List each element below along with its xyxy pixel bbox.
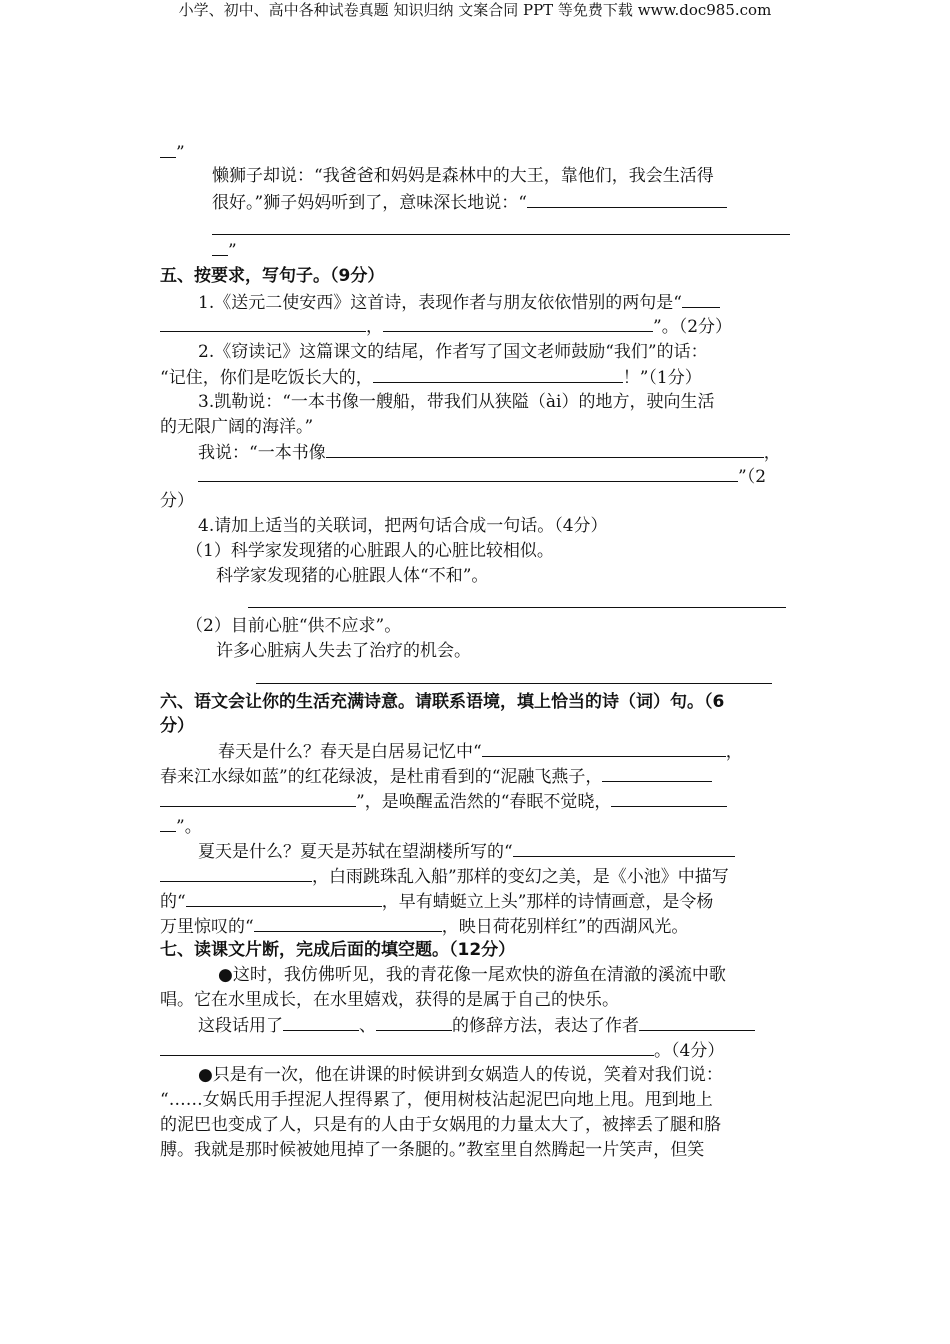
reading-text: “……女娲氏用手捏泥人捏得累了，便用树枝沾起泥巴向地上甩。甩到地上 (160, 1090, 713, 1110)
poem-line[interactable]: 万里惊叹的“ ，映日荷花别样红”的西湖风光。 (160, 914, 790, 939)
q4-text: 4.请加上适当的关联词，把两句话合成一句话。（4分） (198, 516, 608, 536)
q1-text: 1.《送元二使安西》这首诗，表现作者与朋友依依惜别的两句是“ (198, 290, 790, 315)
reading-text: 膊。我就是那时候被她甩掉了一条腿的。”教室里自然腾起一片笑声，但笑 (160, 1140, 705, 1160)
section-7-title: 七、读课文片断，完成后面的填空题。（12分） (160, 940, 516, 960)
q3-score: 分） (160, 491, 194, 511)
section-6-title: 六、语文会让你的生活充满诗意。请联系语境，填上恰当的诗（词）句。（6 (160, 692, 725, 712)
q2-answer[interactable]: “记住，你们是吃饭长大的， ！”（1分） (160, 365, 790, 390)
page-header: 小学、初中、高中各种试卷真题 知识归纳 文案合同 PPT 等免费下载 www.doc985.com (178, 1, 772, 19)
answer-line[interactable] (212, 233, 790, 235)
poem-line[interactable]: 的“ ，早有蜻蜓立上头”那样的诗情画意，是令杨 (160, 889, 790, 914)
text-line: 很好。”狮子妈妈听到了，意味深长地说：“ (212, 190, 790, 215)
q3-text-b: 的无限广阔的海洋。” (160, 417, 314, 437)
section-5-title: 五、按要求，写句子。（9分） (160, 266, 385, 286)
poem-line[interactable]: 春来江水绿如蓝”的红花绿波，是杜甫看到的“泥融飞燕子， (160, 764, 790, 789)
poem-line[interactable]: 春天是什么？春天是白居易记忆中“ ， (218, 739, 790, 764)
poem-line[interactable]: 夏天是什么？夏天是苏轼在望湖楼所写的“ (198, 839, 790, 864)
reading-question[interactable]: 这段话用了 、 的修辞方法，表达了作者 (198, 1013, 790, 1038)
poem-line[interactable]: ”。 (160, 814, 790, 839)
q4-1b: 科学家发现猪的心脏跟人体“不和”。 (216, 566, 489, 586)
reading-question-b[interactable]: 。（4分） (160, 1038, 790, 1063)
q4-2-answer-line[interactable] (256, 682, 772, 684)
blank-line-end: ” (160, 140, 790, 165)
q3-answer[interactable]: 我说：“一本书像 ， (198, 440, 790, 465)
q4-2b: 许多心脏病人失去了治疗的机会。 (216, 641, 471, 661)
reading-text: ●只是有一次，他在讲课的时候讲到女娲造人的传说，笑着对我们说： (198, 1065, 723, 1085)
q3-answer-b[interactable]: ”（2 (198, 464, 790, 489)
section-6-title-b: 分） (160, 716, 194, 736)
q3-text: 3.凯勒说：“一本书像一艘船，带我们从狭隘（ài）的地方，驶向生活 (198, 392, 715, 412)
poem-line[interactable]: ”，是唤醒孟浩然的“春眠不觉晓， (160, 789, 790, 814)
poem-line[interactable]: ，白雨跳珠乱入船”那样的变幻之美，是《小池》中描写 (160, 864, 790, 889)
q4-1-answer-line[interactable] (248, 606, 786, 608)
reading-text: 的泥巴也变成了人，只是有的人由于女娲甩的力量太大了，被摔丢了腿和胳 (160, 1115, 721, 1135)
reading-text: 唱。它在水里成长，在水里嬉戏，获得的是属于自己的快乐。 (160, 990, 619, 1010)
reading-text: ●这时，我仿佛听见，我的青花像一尾欢快的游鱼在清澈的溪流中歌 (218, 965, 726, 985)
q2-text: 2.《窃读记》这篇课文的结尾，作者写了国文老师鼓励“我们”的话： (198, 342, 708, 362)
q4-1: （1）科学家发现猪的心脏跟人的心脏比较相似。 (186, 541, 554, 561)
text-line: 懒狮子却说：“我爸爸和妈妈是森林中的大王，靠他们，我会生活得 (212, 166, 714, 186)
q1-answer[interactable]: ， ”。（2分） (160, 314, 790, 339)
blank-line-end: ” (212, 238, 790, 263)
q4-2: （2）目前心脏“供不应求”。 (186, 616, 402, 636)
